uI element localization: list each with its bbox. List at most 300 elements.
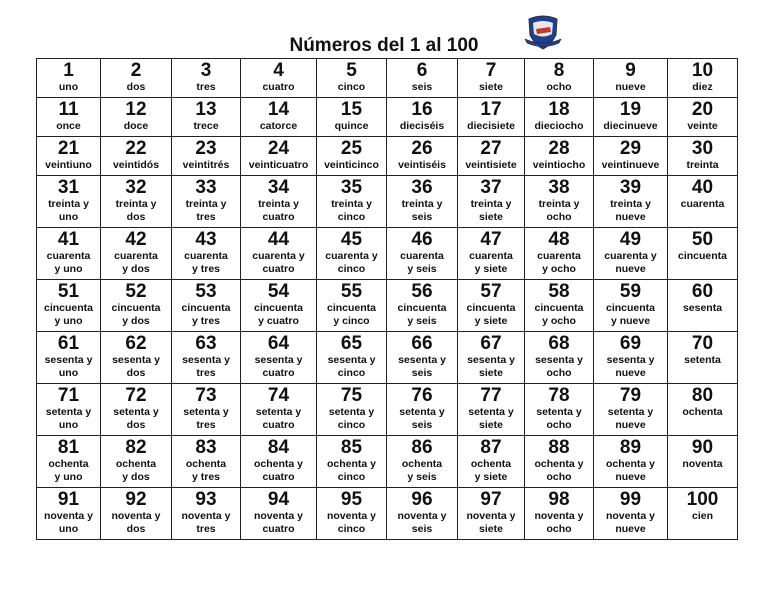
number-digit: 95 [340,489,363,510]
number-cell [37,488,101,540]
number-word: ochenta y cinco [326,458,376,483]
number-digit: 53 [195,281,217,302]
number-cell [668,384,738,436]
number-word: ochenta y tres [185,458,227,483]
number-word: cincuenta y ocho [534,302,584,327]
number-digit: 79 [619,385,642,406]
number-digit: 20 [691,99,714,120]
number-word: setenta y uno [45,406,92,431]
number-digit: 83 [195,437,217,458]
number-digit: 55 [340,281,363,302]
number-digit: 85 [340,437,363,458]
number-word: sesenta y nueve [606,354,655,379]
number-word: ochenta y uno [48,458,89,483]
number-cell [37,137,101,176]
number-cell [37,280,101,332]
number-digit: 78 [548,385,570,406]
number-word: noventa y cinco [326,510,376,535]
number-word: noventa y siete [466,510,516,535]
number-cell [172,436,241,488]
number-cell [525,436,594,488]
number-cell [458,436,525,488]
number-word: noventa y uno [43,510,93,535]
number-word: ochenta y dos [115,458,157,483]
number-word: seis [411,81,433,93]
number-digit: 74 [267,385,290,406]
number-cell [458,137,525,176]
number-digit: 48 [548,229,570,250]
number-word: treinta y cuatro [258,198,299,223]
number-word: catorce [259,120,298,132]
number-word: treinta y uno [48,198,89,223]
number-cell [241,228,317,280]
number-digit: 34 [267,177,290,198]
number-digit: 23 [195,138,217,159]
number-digit: 81 [57,437,80,458]
number-cell [387,98,458,137]
number-cell [317,228,387,280]
number-digit: 52 [125,281,147,302]
number-cell [668,280,738,332]
number-digit: 90 [691,437,714,458]
number-cell [525,384,594,436]
number-word: veintisiete [465,159,517,171]
number-digit: 4 [273,60,284,81]
number-word: uno [58,81,79,93]
number-digit: 25 [340,138,363,159]
number-digit: 32 [125,177,147,198]
number-word: ochenta y ocho [534,458,584,483]
number-cell [525,176,594,228]
number-cell [172,59,241,98]
number-word: sesenta [682,302,723,314]
number-word: treinta [686,159,719,171]
number-digit: 6 [416,60,428,81]
number-word: quince [334,120,369,132]
number-word: treinta y ocho [538,198,580,223]
number-digit: 82 [125,437,147,458]
number-digit: 50 [691,229,714,250]
number-digit: 51 [57,281,80,302]
number-digit: 54 [267,281,290,302]
number-digit: 16 [411,99,433,120]
number-digit: 39 [619,177,642,198]
number-cell [387,436,458,488]
number-word: ocho [546,81,572,93]
table-row [37,98,738,137]
number-cell [172,176,241,228]
number-cell [317,332,387,384]
number-cell [594,59,668,98]
number-digit: 10 [691,60,714,81]
number-cell [594,332,668,384]
number-digit: 47 [480,229,502,250]
number-word: noventa y tres [181,510,231,535]
number-word: cincuenta y siete [466,302,516,327]
number-word: cincuenta y cuatro [253,302,303,327]
number-cell [172,280,241,332]
number-digit: 13 [195,99,217,120]
number-cell [458,332,525,384]
number-digit: 49 [619,229,642,250]
number-word: treinta y tres [185,198,227,223]
number-cell [458,176,525,228]
number-cell [458,384,525,436]
number-cell [241,98,317,137]
number-cell [101,488,172,540]
number-digit: 7 [485,60,497,81]
number-cell [387,332,458,384]
number-word: cincuenta y tres [181,302,231,327]
number-cell [594,384,668,436]
number-cell [37,228,101,280]
number-digit: 14 [267,99,290,120]
number-digit: 37 [480,177,502,198]
number-digit: 86 [411,437,433,458]
number-word: veinte [687,120,718,132]
number-digit: 65 [340,333,363,354]
number-digit: 96 [411,489,433,510]
number-digit: 64 [267,333,290,354]
number-word: cincuenta y uno [43,302,93,327]
table-row [37,59,738,98]
number-cell [387,137,458,176]
number-word: setenta y siete [468,406,514,431]
number-cell [594,98,668,137]
number-word: treinta y cinco [331,198,372,223]
number-cell [458,98,525,137]
number-cell [37,59,101,98]
number-word: setenta y nueve [607,406,654,431]
number-word: veintiuno [45,159,92,171]
number-digit: 63 [195,333,217,354]
number-word: veinticuatro [248,159,309,171]
number-word: setenta y dos [113,406,159,431]
number-word: cuarenta [680,198,725,210]
number-digit: 15 [340,99,363,120]
number-word: siete [479,81,503,93]
number-digit: 1 [63,60,74,81]
number-digit: 100 [686,489,719,510]
table-row [37,436,738,488]
number-word: ochenta [682,406,723,418]
number-digit: 99 [619,489,642,510]
number-digit: 56 [411,281,433,302]
number-cell [594,137,668,176]
number-cell [387,280,458,332]
number-word: doce [123,120,149,132]
number-digit: 33 [195,177,217,198]
number-cell [101,176,172,228]
number-word: veintitrés [182,159,230,171]
number-word: cinco [337,81,366,93]
number-cell [668,488,738,540]
number-digit: 17 [480,99,502,120]
number-word: sesenta y ocho [535,354,583,379]
number-cell [668,59,738,98]
number-cell [37,332,101,384]
number-digit: 59 [619,281,642,302]
number-cell [668,137,738,176]
number-digit: 46 [411,229,433,250]
number-digit: 61 [57,333,80,354]
number-digit: 5 [346,60,357,81]
number-digit: 57 [480,281,502,302]
number-digit: 12 [125,99,147,120]
number-cell [525,137,594,176]
number-cell [37,436,101,488]
number-digit: 29 [619,138,642,159]
number-cell [101,228,172,280]
number-cell [101,59,172,98]
number-cell [525,98,594,137]
number-word: ochenta y seis [401,458,443,483]
number-cell [387,59,458,98]
number-digit: 84 [267,437,290,458]
number-digit: 26 [411,138,433,159]
number-cell [458,228,525,280]
number-cell [525,228,594,280]
number-digit: 66 [411,333,433,354]
number-word: noventa [682,458,723,470]
number-cell [172,488,241,540]
number-word: veintidós [112,159,160,171]
number-word: diecisiete [467,120,515,132]
number-word: cincuenta y dos [111,302,161,327]
number-digit: 68 [548,333,570,354]
number-digit: 92 [125,489,147,510]
number-cell [668,436,738,488]
number-digit: 62 [125,333,147,354]
number-cell [458,488,525,540]
number-word: noventa y nueve [605,510,655,535]
number-cell [317,488,387,540]
number-cell [525,59,594,98]
table-row [37,488,738,540]
number-cell [172,98,241,137]
number-digit: 93 [195,489,217,510]
number-cell [458,280,525,332]
number-cell [525,280,594,332]
number-cell [101,332,172,384]
number-word: treinta y nueve [610,198,651,223]
number-word: veintiséis [398,159,446,171]
number-digit: 42 [125,229,147,250]
number-cell [37,176,101,228]
number-cell [387,384,458,436]
number-digit: 30 [691,138,714,159]
number-word: treinta y dos [115,198,157,223]
number-cell [594,176,668,228]
number-cell [387,228,458,280]
table-row [37,332,738,384]
number-digit: 40 [691,177,714,198]
number-cell [37,384,101,436]
number-word: sesenta y dos [112,354,160,379]
number-digit: 77 [480,385,502,406]
number-digit: 94 [267,489,290,510]
number-cell [101,280,172,332]
table-row [37,176,738,228]
number-cell [241,137,317,176]
number-digit: 45 [340,229,363,250]
number-digit: 11 [58,99,79,120]
number-cell [241,384,317,436]
number-word: veintiocho [532,159,586,171]
number-digit: 27 [480,138,502,159]
number-word: tres [196,81,216,93]
number-word: once [56,120,81,132]
number-cell [458,59,525,98]
number-word: sesenta y siete [467,354,515,379]
school-crest-logo [523,13,563,51]
number-digit: 89 [619,437,642,458]
number-cell [241,436,317,488]
number-word: cuatro [262,81,295,93]
number-digit: 70 [691,333,714,354]
number-digit: 36 [411,177,433,198]
numbers-table [36,58,738,540]
number-cell [172,228,241,280]
number-digit: 35 [340,177,363,198]
number-cell [241,488,317,540]
number-word: cincuenta y seis [397,302,447,327]
number-cell [594,228,668,280]
number-digit: 3 [200,60,212,81]
number-digit: 43 [195,229,217,250]
number-digit: 80 [691,385,714,406]
number-word: cincuenta y nueve [605,302,655,327]
number-word: cuarenta y cuatro [252,250,305,275]
number-word: setenta y cinco [328,406,375,431]
number-digit: 9 [625,60,636,81]
number-word: cuarenta y cinco [325,250,378,275]
number-word: cuarenta y nueve [604,250,657,275]
number-word: dieciséis [399,120,445,132]
number-cell [101,384,172,436]
number-word: cuarenta y tres [184,250,228,275]
number-word: cien [691,510,713,522]
number-word: sesenta y cuatro [254,354,303,379]
number-cell [317,137,387,176]
table-row [37,280,738,332]
number-digit: 75 [340,385,363,406]
number-cell [668,228,738,280]
number-digit: 67 [480,333,502,354]
number-digit: 41 [57,229,80,250]
number-word: noventa y seis [397,510,447,535]
number-word: sesenta y tres [182,354,230,379]
number-digit: 60 [691,281,714,302]
number-digit: 97 [480,489,502,510]
number-cell [594,488,668,540]
number-cell [101,137,172,176]
number-digit: 28 [548,138,570,159]
number-digit: 58 [548,281,570,302]
number-word: cuarenta y seis [400,250,444,275]
number-word: noventa y cuatro [253,510,303,535]
number-word: trece [193,120,219,132]
number-cell [317,59,387,98]
number-digit: 98 [548,489,570,510]
number-cell [172,332,241,384]
number-digit: 88 [548,437,570,458]
number-cell [172,384,241,436]
number-digit: 19 [619,99,642,120]
number-word: veinticinco [324,159,379,171]
number-cell [668,176,738,228]
number-cell [241,59,317,98]
number-word: ochenta y siete [470,458,512,483]
number-cell [594,436,668,488]
number-cell [525,488,594,540]
number-word: cuarenta y dos [114,250,158,275]
table-row [37,137,738,176]
number-word: diecinueve [603,120,658,132]
number-word: setenta [684,354,721,366]
page-title: Números del 1 al 100 [289,35,479,56]
number-word: cincuenta y cinco [326,302,376,327]
number-word: ochenta y nueve [605,458,655,483]
number-cell [668,332,738,384]
number-word: dos [126,81,146,93]
number-word: dieciocho [534,120,584,132]
number-word: noventa y dos [111,510,161,535]
table-row [37,384,738,436]
number-digit: 71 [57,385,80,406]
number-cell [387,176,458,228]
number-digit: 76 [411,385,433,406]
number-cell [668,98,738,137]
number-cell [241,280,317,332]
number-word: cincuenta [677,250,727,262]
number-digit: 22 [125,138,147,159]
number-cell [101,436,172,488]
number-word: sesenta y uno [44,354,93,379]
number-cell [317,98,387,137]
number-cell [241,176,317,228]
number-digit: 31 [57,177,80,198]
number-word: treinta y siete [470,198,512,223]
number-digit: 24 [267,138,290,159]
number-digit: 8 [553,60,565,81]
number-word: diez [692,81,713,93]
number-word: setenta y tres [183,406,229,431]
number-digit: 69 [619,333,642,354]
number-word: cuarenta y ocho [537,250,581,275]
number-cell [37,98,101,137]
number-cell [317,384,387,436]
number-digit: 44 [267,229,290,250]
number-word: setenta y seis [399,406,445,431]
number-digit: 87 [480,437,502,458]
number-digit: 72 [125,385,147,406]
number-cell [101,98,172,137]
number-cell [525,332,594,384]
number-word: ochenta y cuatro [253,458,303,483]
number-word: nueve [615,81,646,93]
number-word: cuarenta y uno [46,250,91,275]
number-digit: 91 [57,489,80,510]
number-cell [594,280,668,332]
number-digit: 2 [130,60,142,81]
number-digit: 38 [548,177,570,198]
table-row [37,228,738,280]
number-cell [317,280,387,332]
number-word: cuarenta y siete [469,250,513,275]
number-digit: 73 [195,385,217,406]
number-cell [387,488,458,540]
